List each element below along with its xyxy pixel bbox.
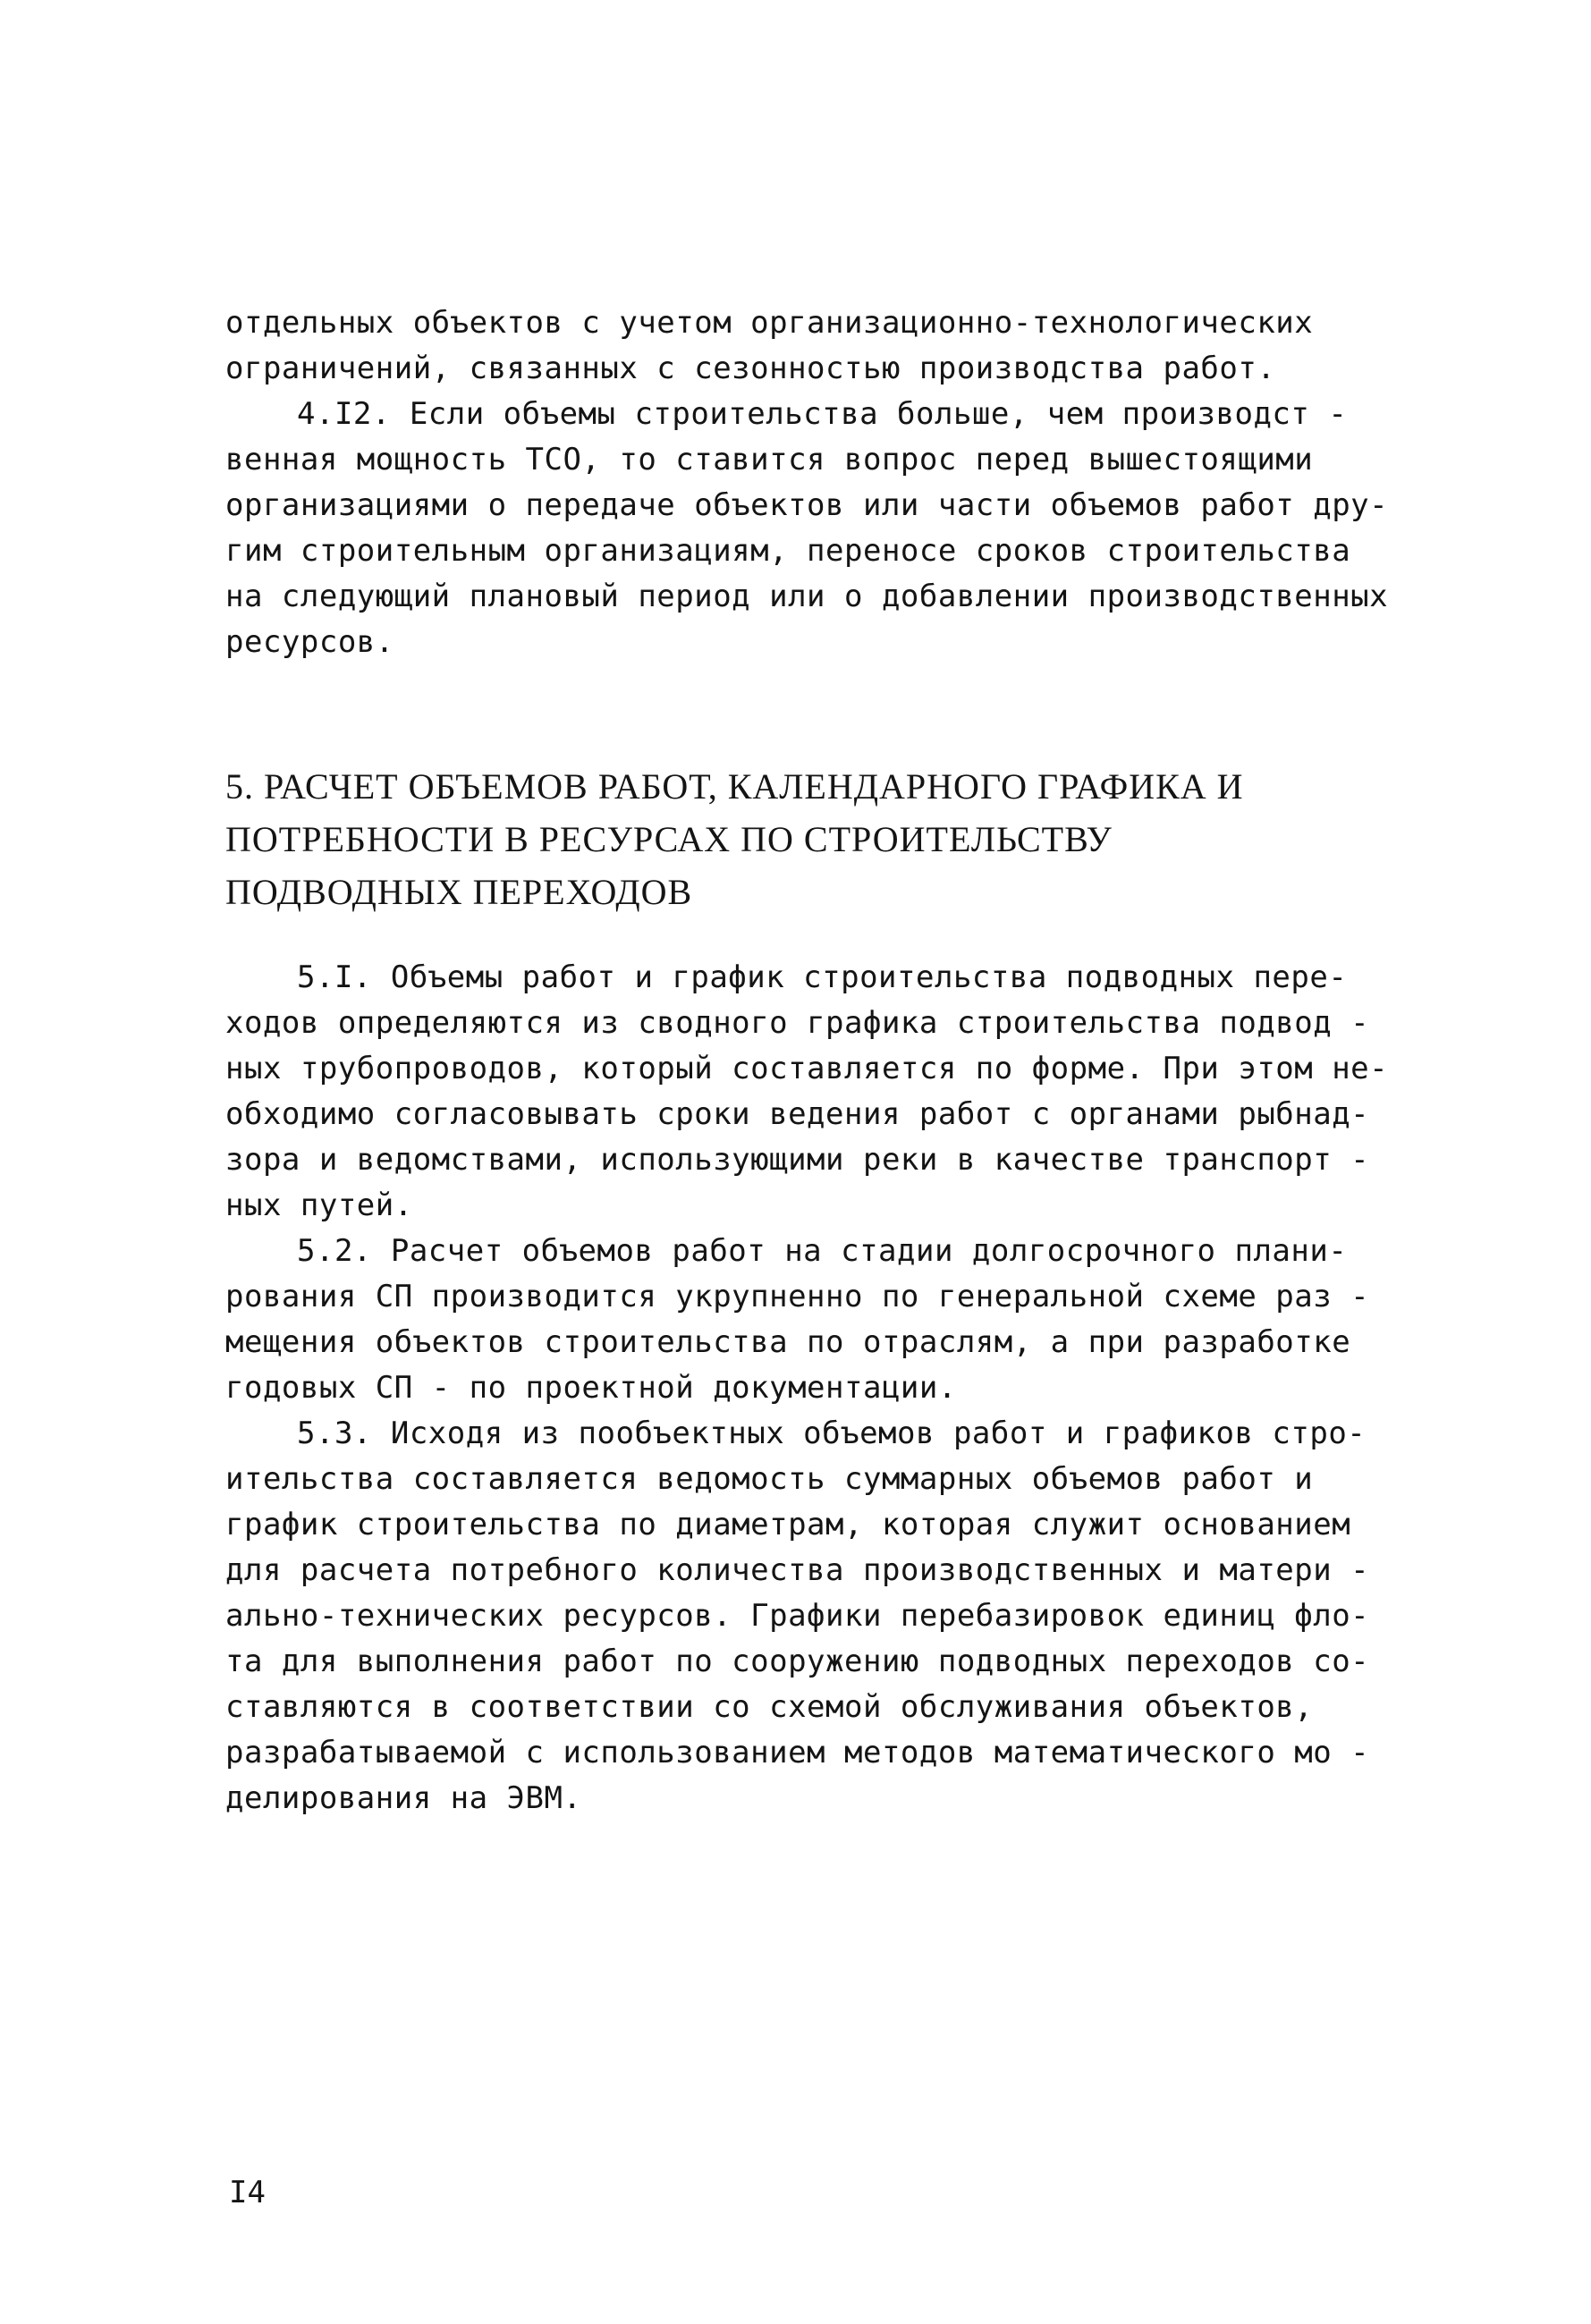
section-4-continuation	[225, 300, 1397, 392]
text-line: ально-технических ресурсов. Графики перебазировок единиц фло-	[225, 1598, 1370, 1634]
text-line: годовых СП - по проектной документации.	[225, 1370, 957, 1406]
paragraph-5-1	[225, 955, 1397, 1229]
section-5-heading	[225, 760, 1388, 918]
text-line: зора и ведомствами, использующими реки в качестве транспорт -	[225, 1142, 1370, 1178]
text-line: ходов определяются из сводного графика строительства подвод -	[225, 1005, 1370, 1041]
text-line: 4.I2. Если объемы строительства больше, чем производст -	[297, 396, 1348, 432]
text-line: мещения объектов строительства по отраслям, а при разработке	[225, 1324, 1351, 1360]
text-line: график строительства по диаметрам, которая служит основанием	[225, 1507, 1351, 1542]
text-line: гим строительным организациям, переносе сроков строительства	[225, 533, 1351, 569]
text-line: ных трубопроводов, который составляется по форме. При этом не-	[225, 1051, 1389, 1086]
text-line: ограничений, связанных с сезонностью производства работ.	[225, 351, 1276, 386]
text-line: венная мощность ТСО, то ставится вопрос перед вышестоящими	[225, 442, 1314, 477]
paragraph-5-3	[225, 1411, 1397, 1821]
text-line: ресурсов.	[225, 624, 394, 660]
heading-line: 5. РАСЧЕТ ОБЪЕМОВ РАБОТ, КАЛЕНДАРНОГО ГРАФИКА И	[225, 766, 1244, 807]
paragraph-5-2	[225, 1229, 1397, 1411]
text-line: 5.2. Расчет объемов работ на стадии долгосрочного плани-	[297, 1233, 1348, 1269]
heading-line: ПОДВОДНЫХ ПЕРЕХОДОВ	[225, 872, 693, 912]
text-line: обходимо согласовывать сроки ведения работ с органами рыбнад-	[225, 1096, 1370, 1132]
text-line: организациями о передаче объектов или части объемов работ дру-	[225, 487, 1389, 523]
text-line: отдельных объектов с учетом организационно-технологических	[225, 305, 1314, 341]
text-line: рования СП производится укрупненно по генеральной схеме раз -	[225, 1279, 1370, 1314]
text-line: 5.I. Объемы работ и график строительства подводных пере-	[297, 959, 1348, 995]
text-line: ставляются в соответствии со схемой обслуживания объектов,	[225, 1689, 1314, 1725]
text-line: ительства составляется ведомость суммарных объемов работ и	[225, 1461, 1314, 1497]
heading-line: ПОТРЕБНОСТИ В РЕСУРСАХ ПО СТРОИТЕЛЬСТВУ	[225, 819, 1113, 859]
text-line: делирования на ЭВМ.	[225, 1780, 582, 1816]
page-number: I4	[229, 2175, 266, 2210]
paragraph-4-12	[225, 392, 1397, 665]
text-line: разрабатываемой с использованием методов математического мо -	[225, 1735, 1370, 1770]
text-line: 5.3. Исходя из пообъектных объемов работ и графиков стро-	[297, 1416, 1367, 1451]
text-line: на следующий плановый период или о добавлении производственных	[225, 579, 1389, 614]
text-line: та для выполнения работ по сооружению подводных переходов со-	[225, 1644, 1370, 1679]
text-line: для расчета потребного количества производственных и матери -	[225, 1552, 1370, 1588]
text-line: ных путей.	[225, 1187, 413, 1223]
